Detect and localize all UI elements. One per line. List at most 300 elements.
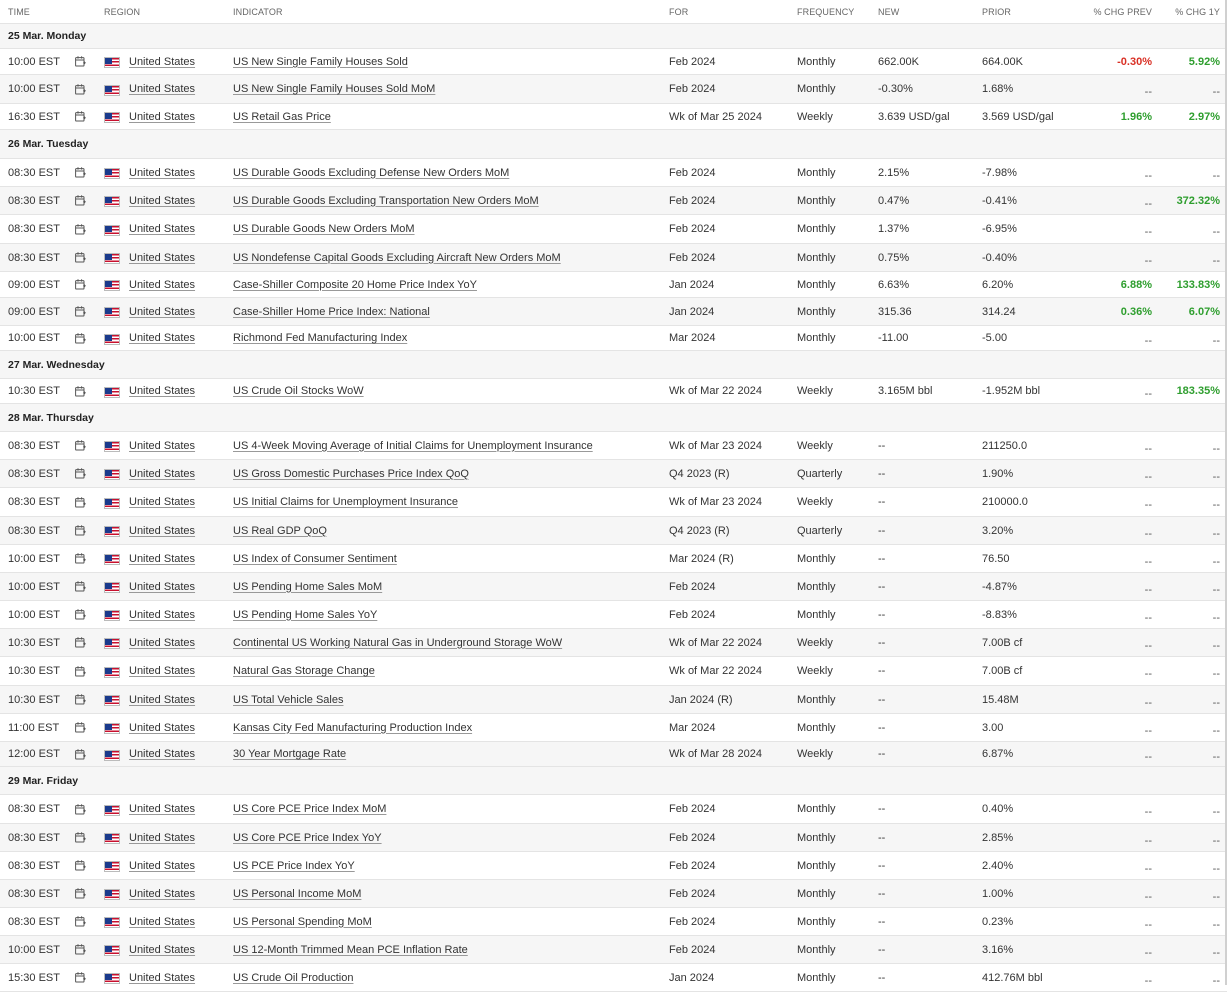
add-to-calendar-icon[interactable] (73, 104, 87, 129)
event-indicator[interactable]: US Initial Claims for Unemployment Insurance (233, 496, 458, 508)
event-chg-1y: 6.07% (1188, 305, 1220, 318)
event-prior-value: 211250.0 (982, 439, 1028, 452)
table-row[interactable] (0, 964, 1227, 992)
event-frequency: Monthly (797, 580, 836, 593)
event-chg-prev: -- (1144, 974, 1152, 987)
table-row[interactable] (0, 244, 1227, 272)
table-row[interactable] (0, 714, 1227, 742)
header-chg-1y[interactable]: % CHG 1Y (1175, 6, 1220, 17)
event-chg-1y: -- (1212, 442, 1220, 455)
event-chg-prev: -- (1144, 834, 1152, 847)
us-flag-icon (104, 610, 120, 621)
event-frequency: Monthly (797, 55, 836, 68)
table-row[interactable] (0, 629, 1227, 657)
event-time: 10:00 EST (8, 55, 60, 68)
event-time: 11:00 EST (8, 721, 60, 734)
event-region[interactable]: United States (129, 496, 196, 508)
event-indicator[interactable]: Natural Gas Storage Change (233, 665, 375, 677)
event-new-value: -- (878, 636, 886, 649)
event-indicator[interactable]: US PCE Price Index YoY (233, 859, 355, 872)
header-chg-prev[interactable]: % CHG PREV (1093, 6, 1152, 17)
add-to-calendar-icon[interactable] (73, 545, 87, 572)
add-to-calendar-icon[interactable] (73, 432, 87, 459)
event-chg-1y: -- (1212, 751, 1220, 763)
event-prior-value: 3.00 (982, 721, 1004, 734)
day-label: 26 Mar. Tuesday (8, 138, 89, 150)
event-time: 08:30 EST (8, 803, 60, 815)
event-frequency: Monthly (797, 831, 836, 844)
event-indicator[interactable]: US Crude Oil Stocks WoW (233, 385, 364, 397)
event-region[interactable]: United States (129, 524, 196, 537)
event-region[interactable]: United States (129, 831, 196, 844)
event-period: Feb 2024 (669, 83, 716, 95)
event-region[interactable]: United States (129, 332, 196, 344)
us-flag-icon (104, 168, 120, 179)
event-region[interactable]: United States (129, 194, 196, 207)
event-chg-prev: -- (1144, 639, 1152, 652)
table-row[interactable] (0, 187, 1227, 215)
event-prior-value: 412.76M bbl (982, 971, 1043, 984)
event-new-value: 6.63% (878, 278, 910, 291)
event-indicator[interactable]: Continental US Working Natural Gas in Underground Storage WoW (233, 636, 563, 649)
event-region[interactable]: United States (129, 55, 196, 68)
event-new-value: 3.165M bbl (878, 385, 933, 397)
event-period: Mar 2024 (R) (669, 552, 734, 565)
event-region[interactable]: United States (129, 971, 196, 984)
event-chg-prev: -- (1144, 169, 1152, 182)
event-period: Feb 2024 (669, 803, 716, 815)
event-period: Jan 2024 (669, 305, 715, 318)
event-time: 08:30 EST (8, 467, 60, 480)
event-indicator[interactable]: US Durable Goods Excluding Defense New Orders MoM (233, 166, 510, 179)
add-to-calendar-icon[interactable] (73, 573, 87, 600)
event-period: Feb 2024 (669, 223, 716, 235)
event-chg-1y: -- (1212, 254, 1220, 267)
event-indicator[interactable]: US New Single Family Houses Sold MoM (233, 83, 436, 95)
event-period: Jan 2024 (R) (669, 693, 733, 706)
event-chg-1y: 183.35% (1176, 385, 1220, 397)
event-chg-prev: -- (1144, 611, 1152, 624)
event-frequency: Monthly (797, 971, 836, 984)
event-prior-value: 2.85% (982, 831, 1014, 844)
event-indicator[interactable]: 30 Year Mortgage Rate (233, 748, 347, 760)
event-time: 10:30 EST (8, 385, 60, 397)
us-flag-icon (104, 973, 120, 984)
event-frequency: Weekly (797, 636, 833, 649)
event-time: 12:00 EST (8, 748, 60, 760)
add-to-calendar-icon[interactable] (73, 326, 87, 350)
event-time: 08:30 EST (8, 251, 60, 264)
table-row[interactable] (0, 880, 1227, 908)
event-indicator[interactable]: US Durable Goods New Orders MoM (233, 223, 415, 235)
us-flag-icon (104, 85, 120, 96)
event-region[interactable]: United States (129, 693, 196, 706)
event-period: Feb 2024 (669, 55, 716, 68)
event-indicator[interactable]: US Index of Consumer Sentiment (233, 552, 397, 565)
event-region[interactable]: United States (129, 859, 196, 872)
us-flag-icon (104, 889, 120, 900)
event-time: 08:30 EST (8, 166, 60, 179)
day-header (0, 24, 1227, 49)
event-period: Feb 2024 (669, 251, 716, 264)
event-prior-value: -0.41% (982, 194, 1017, 207)
event-period: Feb 2024 (669, 608, 716, 621)
add-to-calendar-icon[interactable] (73, 742, 87, 766)
table-row[interactable] (0, 742, 1227, 767)
calendar-body (0, 24, 1227, 992)
event-frequency: Monthly (797, 887, 836, 900)
event-period: Mar 2024 (669, 332, 716, 344)
add-to-calendar-icon[interactable] (73, 880, 87, 907)
table-row[interactable] (0, 75, 1227, 104)
day-header (0, 404, 1227, 432)
event-frequency: Monthly (797, 693, 836, 706)
event-indicator[interactable]: US Pending Home Sales YoY (233, 608, 378, 621)
event-chg-1y: -- (1212, 555, 1220, 568)
event-prior-value: 3.569 USD/gal (982, 110, 1054, 123)
event-chg-prev: 0.36% (1120, 305, 1152, 318)
event-frequency: Weekly (797, 496, 833, 508)
event-indicator[interactable]: Kansas City Fed Manufacturing Production Index (233, 721, 473, 734)
event-time: 08:30 EST (8, 496, 60, 508)
table-row[interactable] (0, 545, 1227, 573)
us-flag-icon (104, 695, 120, 706)
event-region[interactable]: United States (129, 748, 196, 760)
event-frequency: Monthly (797, 608, 836, 621)
event-frequency: Monthly (797, 305, 836, 318)
event-new-value: -- (878, 721, 886, 734)
event-prior-value: 2.40% (982, 859, 1014, 872)
event-indicator[interactable]: Case-Shiller Home Price Index: National (233, 305, 430, 318)
add-to-calendar-icon[interactable] (73, 908, 87, 935)
add-to-calendar-icon[interactable] (73, 159, 87, 186)
us-flag-icon (104, 638, 120, 649)
event-indicator[interactable]: US Personal Spending MoM (233, 915, 372, 928)
event-time: 08:30 EST (8, 439, 60, 452)
event-new-value: -- (878, 439, 886, 452)
event-indicator[interactable]: US New Single Family Houses Sold (233, 55, 408, 68)
event-new-value: -- (878, 803, 886, 815)
event-time: 08:30 EST (8, 194, 60, 207)
event-frequency: Monthly (797, 251, 836, 264)
event-new-value: -- (878, 971, 886, 984)
table-row[interactable] (0, 104, 1227, 130)
event-indicator[interactable]: US Gross Domestic Purchases Price Index QoQ (233, 467, 469, 480)
table-row[interactable] (0, 795, 1227, 824)
event-prior-value: 664.00K (982, 55, 1023, 68)
add-to-calendar-icon[interactable] (73, 298, 87, 325)
event-chg-prev: 1.96% (1120, 110, 1152, 123)
event-chg-1y: 133.83% (1176, 278, 1220, 291)
add-to-calendar-icon[interactable] (73, 49, 87, 74)
event-new-value: -- (878, 580, 886, 593)
event-time: 10:30 EST (8, 693, 60, 706)
event-frequency: Monthly (797, 859, 836, 872)
table-row[interactable] (0, 824, 1227, 852)
event-new-value: -- (878, 859, 886, 872)
event-chg-1y: -- (1212, 499, 1220, 511)
event-chg-prev: -- (1144, 862, 1152, 875)
event-new-value: 1.37% (878, 223, 910, 235)
event-period: Q4 2023 (R) (669, 524, 730, 537)
event-region[interactable]: United States (129, 166, 196, 179)
us-flag-icon (104, 57, 120, 68)
event-prior-value: -0.40% (982, 251, 1017, 264)
event-region[interactable]: United States (129, 552, 196, 565)
event-region[interactable]: United States (129, 943, 196, 956)
event-new-value: -11.00 (878, 332, 909, 344)
event-prior-value: 0.23% (982, 915, 1014, 928)
add-to-calendar-icon[interactable] (73, 460, 87, 487)
event-new-value: -- (878, 887, 886, 900)
event-region[interactable]: United States (129, 803, 196, 815)
event-region[interactable]: United States (129, 721, 196, 734)
event-region[interactable]: United States (129, 608, 196, 621)
event-new-value: 3.639 USD/gal (878, 110, 950, 123)
table-row[interactable] (0, 159, 1227, 187)
header-new[interactable]: NEW (878, 6, 900, 17)
event-chg-1y: -- (1212, 806, 1220, 818)
event-chg-prev: -- (1144, 751, 1152, 763)
event-region[interactable]: United States (129, 665, 196, 677)
event-chg-1y: 372.32% (1176, 194, 1220, 207)
add-to-calendar-icon[interactable] (73, 629, 87, 656)
event-frequency: Weekly (797, 385, 833, 397)
event-chg-prev: -- (1144, 583, 1152, 596)
event-prior-value: -1.952M bbl (982, 385, 1041, 397)
event-chg-1y: -- (1212, 946, 1220, 959)
us-flag-icon (104, 334, 120, 345)
add-to-calendar-icon[interactable] (73, 657, 87, 685)
event-region[interactable]: United States (129, 385, 196, 397)
us-flag-icon (104, 750, 120, 761)
event-region[interactable]: United States (129, 887, 196, 900)
event-region[interactable]: United States (129, 251, 196, 264)
event-region[interactable]: United States (129, 278, 196, 291)
add-to-calendar-icon[interactable] (73, 488, 87, 516)
us-flag-icon (104, 526, 120, 537)
event-new-value: 0.75% (878, 251, 910, 264)
table-row[interactable] (0, 657, 1227, 686)
event-frequency: Monthly (797, 166, 836, 179)
table-row[interactable] (0, 379, 1227, 404)
event-chg-prev: -- (1144, 470, 1152, 483)
header-for[interactable]: FOR (669, 6, 689, 17)
event-period: Wk of Mar 28 2024 (669, 748, 762, 760)
event-period: Wk of Mar 25 2024 (669, 110, 762, 123)
table-row[interactable] (0, 488, 1227, 517)
event-chg-1y: -- (1212, 862, 1220, 875)
add-to-calendar-icon[interactable] (73, 686, 87, 713)
add-to-calendar-icon[interactable] (73, 187, 87, 214)
event-chg-1y: -- (1212, 527, 1220, 540)
table-row[interactable] (0, 298, 1227, 326)
event-prior-value: -7.98% (982, 166, 1017, 179)
event-chg-prev: -- (1144, 197, 1152, 210)
add-to-calendar-icon[interactable] (73, 852, 87, 879)
event-indicator[interactable]: US Total Vehicle Sales (233, 693, 344, 706)
event-prior-value: 3.16% (982, 943, 1014, 956)
table-row[interactable] (0, 852, 1227, 880)
add-to-calendar-icon[interactable] (73, 517, 87, 544)
event-region[interactable]: United States (129, 580, 196, 593)
event-chg-prev: -0.30% (1117, 55, 1152, 68)
event-new-value: -- (878, 608, 886, 621)
us-flag-icon (104, 723, 120, 734)
event-new-value: -- (878, 467, 886, 480)
event-indicator[interactable]: US Retail Gas Price (233, 110, 331, 123)
event-chg-1y: -- (1212, 583, 1220, 596)
event-frequency: Monthly (797, 278, 836, 291)
table-row[interactable] (0, 326, 1227, 351)
event-frequency: Monthly (797, 552, 836, 565)
event-chg-1y: -- (1212, 86, 1220, 98)
table-row[interactable] (0, 936, 1227, 964)
event-time: 10:00 EST (8, 552, 60, 565)
event-period: Wk of Mar 23 2024 (669, 439, 762, 452)
event-chg-prev: -- (1144, 724, 1152, 737)
event-region[interactable]: United States (129, 636, 196, 649)
table-row[interactable] (0, 460, 1227, 488)
event-prior-value: -4.87% (982, 580, 1017, 593)
event-indicator[interactable]: US Pending Home Sales MoM (233, 580, 383, 593)
event-indicator[interactable]: US Core PCE Price Index YoY (233, 831, 382, 844)
header-region[interactable]: REGION (104, 6, 141, 17)
add-to-calendar-icon[interactable] (73, 601, 87, 628)
us-flag-icon (104, 253, 120, 264)
event-new-value: -- (878, 665, 886, 677)
event-time: 16:30 EST (8, 110, 60, 123)
event-chg-1y: -- (1212, 226, 1220, 238)
event-indicator[interactable]: US Crude Oil Production (233, 971, 354, 984)
event-chg-prev: -- (1144, 226, 1152, 238)
add-to-calendar-icon[interactable] (73, 824, 87, 851)
event-region[interactable]: United States (129, 305, 196, 318)
event-region[interactable]: United States (129, 915, 196, 928)
event-new-value: 0.47% (878, 194, 910, 207)
table-row[interactable] (0, 49, 1227, 75)
event-time: 10:00 EST (8, 608, 60, 621)
event-chg-1y: -- (1212, 974, 1220, 987)
event-period: Feb 2024 (669, 915, 716, 928)
event-region[interactable]: United States (129, 439, 196, 452)
header-time[interactable]: TIME (8, 6, 30, 17)
event-region[interactable]: United States (129, 83, 196, 95)
add-to-calendar-icon[interactable] (73, 379, 87, 403)
event-chg-prev: -- (1144, 499, 1152, 511)
event-frequency: Weekly (797, 748, 833, 760)
event-period: Feb 2024 (669, 166, 716, 179)
event-prior-value: 3.20% (982, 524, 1014, 537)
event-chg-1y: -- (1212, 834, 1220, 847)
add-to-calendar-icon[interactable] (73, 936, 87, 963)
add-to-calendar-icon[interactable] (73, 964, 87, 991)
event-indicator[interactable]: US 12-Month Trimmed Mean PCE Inflation Rate (233, 943, 468, 956)
event-region[interactable]: United States (129, 467, 196, 480)
event-new-value: -- (878, 915, 886, 928)
event-period: Feb 2024 (669, 194, 716, 207)
event-frequency: Monthly (797, 943, 836, 956)
event-frequency: Weekly (797, 439, 833, 452)
event-indicator[interactable]: US 4-Week Moving Average of Initial Claims for Unemployment Insurance (233, 439, 593, 452)
event-indicator[interactable]: US Core PCE Price Index MoM (233, 803, 387, 815)
event-prior-value: -5.00 (982, 332, 1008, 344)
event-frequency: Monthly (797, 194, 836, 207)
event-indicator[interactable]: US Nondefense Capital Goods Excluding Aircraft New Orders MoM (233, 251, 561, 264)
header-frequency[interactable]: FREQUENCY (797, 6, 855, 17)
event-region[interactable]: United States (129, 223, 196, 235)
table-row[interactable] (0, 272, 1227, 298)
table-row[interactable] (0, 686, 1227, 714)
event-prior-value: 1.00% (982, 887, 1014, 900)
event-new-value: 315.36 (878, 305, 912, 318)
event-indicator[interactable]: US Real GDP QoQ (233, 524, 327, 537)
event-indicator[interactable]: US Durable Goods Excluding Transportation New Orders MoM (233, 194, 539, 207)
add-to-calendar-icon[interactable] (73, 215, 87, 243)
header-prior[interactable]: PRIOR (982, 6, 1012, 17)
add-to-calendar-icon[interactable] (73, 795, 87, 823)
event-frequency: Quarterly (797, 524, 843, 537)
event-period: Wk of Mar 23 2024 (669, 496, 762, 508)
event-chg-1y: -- (1212, 918, 1220, 931)
table-row[interactable] (0, 908, 1227, 936)
event-new-value: -- (878, 943, 886, 956)
table-row[interactable] (0, 215, 1227, 244)
event-period: Wk of Mar 22 2024 (669, 636, 762, 649)
event-new-value: 662.00K (878, 55, 919, 68)
event-period: Jan 2024 (669, 278, 715, 291)
add-to-calendar-icon[interactable] (73, 714, 87, 741)
event-new-value: -- (878, 748, 886, 760)
event-indicator[interactable]: US Personal Income MoM (233, 887, 362, 900)
event-time: 08:30 EST (8, 524, 60, 537)
event-period: Feb 2024 (669, 943, 716, 956)
event-prior-value: -8.83% (982, 608, 1017, 621)
add-to-calendar-icon[interactable] (73, 75, 87, 103)
event-period: Jan 2024 (669, 971, 715, 984)
event-indicator[interactable]: Richmond Fed Manufacturing Index (233, 332, 408, 344)
add-to-calendar-icon[interactable] (73, 244, 87, 271)
event-chg-prev: -- (1144, 696, 1152, 709)
table-row[interactable] (0, 517, 1227, 545)
us-flag-icon (104, 441, 120, 452)
table-row[interactable] (0, 573, 1227, 601)
event-indicator[interactable]: Case-Shiller Composite 20 Home Price Index YoY (233, 278, 477, 291)
event-chg-prev: -- (1144, 555, 1152, 568)
table-row[interactable] (0, 601, 1227, 629)
event-chg-1y: -- (1212, 668, 1220, 680)
event-chg-prev: -- (1144, 335, 1152, 347)
event-region[interactable]: United States (129, 110, 196, 123)
event-period: Feb 2024 (669, 887, 716, 900)
add-to-calendar-icon[interactable] (73, 272, 87, 297)
table-row[interactable] (0, 432, 1227, 460)
us-flag-icon (104, 667, 120, 678)
event-new-value: -- (878, 831, 886, 844)
event-time: 10:00 EST (8, 580, 60, 593)
header-indicator[interactable]: INDICATOR (233, 6, 283, 17)
event-time: 08:30 EST (8, 887, 60, 900)
event-period: Mar 2024 (669, 721, 716, 734)
event-frequency: Weekly (797, 665, 833, 677)
day-header (0, 351, 1227, 379)
day-label: 25 Mar. Monday (8, 30, 87, 42)
event-time: 15:30 EST (8, 971, 60, 984)
us-flag-icon (104, 833, 120, 844)
event-prior-value: 76.50 (982, 552, 1010, 565)
event-chg-1y: -- (1212, 724, 1220, 737)
event-prior-value: 7.00B cf (982, 665, 1023, 677)
